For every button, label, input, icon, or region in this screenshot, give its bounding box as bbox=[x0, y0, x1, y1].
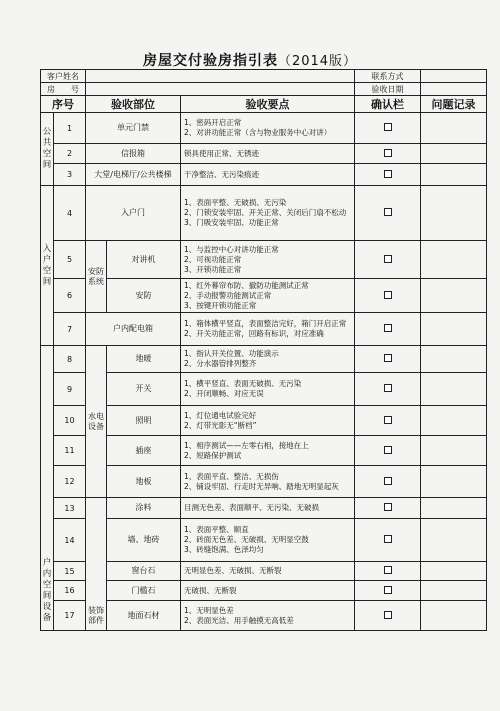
point-line: 1、灯位通电试验完好 bbox=[184, 410, 257, 420]
point-line: 2、表面光洁、用手触摸无高低差 bbox=[184, 615, 294, 625]
header-issues: 问题记录 bbox=[421, 96, 487, 113]
confirm-checkbox-cell bbox=[355, 581, 421, 601]
table-row bbox=[41, 436, 487, 466]
issue-record-field[interactable] bbox=[421, 113, 487, 144]
issue-record-field[interactable] bbox=[421, 581, 487, 601]
confirm-checkbox-cell bbox=[355, 466, 421, 498]
confirm-checkbox-cell bbox=[355, 113, 421, 144]
row-number: 5 bbox=[54, 241, 86, 279]
confirm-checkbox-cell bbox=[355, 373, 421, 406]
row-number: 11 bbox=[54, 436, 86, 466]
table-row bbox=[41, 346, 487, 373]
row-points bbox=[181, 241, 355, 279]
row-number: 12 bbox=[54, 466, 86, 498]
row-part: 单元门禁 bbox=[86, 113, 181, 144]
header-points: 验收要点 bbox=[181, 96, 355, 113]
row-number: 6 bbox=[54, 279, 86, 313]
subsection-security-label: 安防系统 bbox=[88, 266, 104, 286]
row-part: 大堂/电梯厅/公共楼梯 bbox=[86, 164, 181, 186]
point-line: 3、开锁功能正常 bbox=[184, 264, 242, 274]
confirm-checkbox[interactable] bbox=[384, 586, 392, 594]
confirm-checkbox[interactable] bbox=[384, 535, 392, 543]
issue-record-field[interactable] bbox=[421, 186, 487, 241]
point-line: 1、密码开启正常 bbox=[184, 118, 242, 127]
section-public bbox=[41, 113, 54, 186]
confirm-checkbox-cell bbox=[355, 498, 421, 519]
point-line: 无破损、无断裂 bbox=[184, 585, 237, 595]
confirm-checkbox[interactable] bbox=[384, 255, 392, 263]
row-part: 涂料 bbox=[107, 498, 181, 519]
point-line: 2、门锁安装牢固、开关正常、关闭后门扇不松动 bbox=[184, 208, 347, 217]
row-points bbox=[181, 144, 355, 164]
row-number: 9 bbox=[54, 373, 86, 406]
subsection-decoration-label: 装饰部件 bbox=[88, 606, 104, 625]
point-line: 2、分水器管排列整齐 bbox=[184, 359, 257, 368]
row-part: 入户门 bbox=[86, 186, 181, 241]
row-part: 墙、地砖 bbox=[107, 519, 181, 562]
point-line: 1、红外幕帘布防、撤防功能测试正常 bbox=[184, 280, 309, 290]
customer-name-field[interactable] bbox=[86, 70, 355, 83]
issue-record-field[interactable] bbox=[421, 346, 487, 373]
row-points bbox=[181, 436, 355, 466]
confirm-checkbox[interactable] bbox=[384, 446, 392, 454]
issue-record-field[interactable] bbox=[421, 406, 487, 436]
point-line: 1、横平竖直、表面无破损、无污染 bbox=[184, 379, 302, 388]
section-public-label: 公共空间 bbox=[42, 127, 52, 170]
table-row bbox=[41, 313, 487, 346]
customer-name-label: 客户姓名 bbox=[41, 70, 86, 83]
table-row bbox=[41, 466, 487, 498]
table-row bbox=[41, 279, 487, 313]
row-part: 户内配电箱 bbox=[86, 313, 181, 346]
row-number: 14 bbox=[54, 519, 86, 562]
point-line: 1、表面平整、顺直 bbox=[184, 525, 249, 534]
point-line: 1、相序测试——左零右相，接地在上 bbox=[184, 440, 309, 450]
section-entrance bbox=[41, 186, 54, 346]
issue-record-field[interactable] bbox=[421, 466, 487, 498]
subsection-security bbox=[86, 241, 107, 313]
point-line: 1、无明显色差 bbox=[184, 605, 234, 615]
table-row bbox=[41, 562, 487, 581]
table-row bbox=[41, 164, 487, 186]
row-part: 照明 bbox=[107, 406, 181, 436]
subsection-decoration bbox=[86, 498, 107, 631]
inspection-table bbox=[40, 69, 487, 631]
point-line: 2、开闭顺畅、对应无误 bbox=[184, 389, 264, 398]
row-points bbox=[181, 186, 355, 241]
row-points bbox=[181, 601, 355, 631]
row-points bbox=[181, 313, 355, 346]
issue-record-field[interactable] bbox=[421, 313, 487, 346]
point-line: 1、箱体横平竖直，表面整洁完好，箱门开启正常 bbox=[184, 319, 347, 328]
confirm-checkbox[interactable] bbox=[384, 566, 392, 574]
issue-record-field[interactable] bbox=[421, 144, 487, 164]
row-part: 地板 bbox=[107, 466, 181, 498]
point-line: 2、灯带光影无“断档” bbox=[184, 420, 257, 430]
table-row bbox=[41, 519, 487, 562]
row-part: 插座 bbox=[107, 436, 181, 466]
table-row bbox=[41, 601, 487, 631]
confirm-checkbox[interactable] bbox=[384, 123, 392, 131]
confirm-checkbox-cell bbox=[355, 562, 421, 581]
contact-field[interactable] bbox=[421, 70, 487, 83]
date-field[interactable] bbox=[421, 83, 487, 96]
row-part: 门槛石 bbox=[107, 581, 181, 601]
confirm-checkbox[interactable] bbox=[384, 384, 392, 392]
point-line: 2、短路保护测试 bbox=[184, 450, 242, 460]
row-points bbox=[181, 519, 355, 562]
issue-record-field[interactable] bbox=[421, 436, 487, 466]
section-indoor-label: 户内空间设备 bbox=[42, 558, 52, 623]
row-number: 4 bbox=[54, 186, 86, 241]
subsection-water-electric-label: 水电设备 bbox=[88, 411, 104, 431]
point-line: 1、表面平直、整洁、无损伤 bbox=[184, 471, 279, 481]
confirm-checkbox[interactable] bbox=[384, 477, 392, 485]
header-no: 序号 bbox=[41, 96, 86, 113]
row-number: 7 bbox=[54, 313, 86, 346]
table-row bbox=[41, 373, 487, 406]
point-line: 2、手动报警功能测试正常 bbox=[184, 290, 272, 300]
row-number: 10 bbox=[54, 406, 86, 436]
confirm-checkbox[interactable] bbox=[384, 170, 392, 178]
point-line: 无明显色差、无破损、无断裂 bbox=[184, 566, 282, 575]
row-number: 2 bbox=[54, 144, 86, 164]
title-text: 房屋交付验房指引表 bbox=[142, 53, 278, 69]
issue-record-field[interactable] bbox=[421, 241, 487, 279]
point-line: 3、砖缝饱满、色泽均匀 bbox=[184, 545, 264, 554]
point-line: 锁具使用正常、无锈迹 bbox=[184, 148, 259, 158]
table-row bbox=[41, 186, 487, 241]
row-part: 地暖 bbox=[107, 346, 181, 373]
row-number: 17 bbox=[54, 601, 86, 631]
point-line: 1、表面平整、无破损、无污染 bbox=[184, 198, 287, 207]
confirm-checkbox-cell bbox=[355, 313, 421, 346]
table-row bbox=[41, 406, 487, 436]
row-points bbox=[181, 498, 355, 519]
confirm-checkbox-cell bbox=[355, 601, 421, 631]
confirm-checkbox-cell bbox=[355, 406, 421, 436]
room-no-label: 房 号 bbox=[41, 83, 86, 96]
confirm-checkbox[interactable] bbox=[384, 291, 392, 299]
confirm-checkbox-cell bbox=[355, 241, 421, 279]
section-indoor bbox=[41, 346, 54, 631]
row-points bbox=[181, 113, 355, 144]
row-number: 15 bbox=[54, 562, 86, 581]
info-row-name bbox=[41, 70, 487, 83]
issue-record-field[interactable] bbox=[421, 498, 487, 519]
row-points bbox=[181, 346, 355, 373]
info-row-room bbox=[41, 83, 487, 96]
row-part: 窗台石 bbox=[107, 562, 181, 581]
subsection-water-electric bbox=[86, 346, 107, 498]
title-version: （2014版） bbox=[277, 54, 358, 69]
confirm-checkbox-cell bbox=[355, 186, 421, 241]
row-points bbox=[181, 466, 355, 498]
row-points bbox=[181, 279, 355, 313]
confirm-checkbox[interactable] bbox=[384, 611, 392, 619]
point-line: 3、门吸安装牢固、功能正常 bbox=[184, 218, 279, 227]
row-number: 16 bbox=[54, 581, 86, 601]
page-title bbox=[0, 50, 500, 70]
row-part: 安防 bbox=[107, 279, 181, 313]
confirm-checkbox[interactable] bbox=[384, 503, 392, 511]
row-number: 3 bbox=[54, 164, 86, 186]
row-number: 13 bbox=[54, 498, 86, 519]
contact-label: 联系方式 bbox=[355, 70, 421, 83]
confirm-checkbox[interactable] bbox=[384, 149, 392, 157]
issue-record-field[interactable] bbox=[421, 519, 487, 562]
table-row bbox=[41, 581, 487, 601]
confirm-checkbox-cell bbox=[355, 279, 421, 313]
row-points bbox=[181, 164, 355, 186]
row-number: 1 bbox=[54, 113, 86, 144]
point-line: 3、按键开锁功能正常 bbox=[184, 300, 257, 310]
confirm-checkbox[interactable] bbox=[384, 324, 392, 332]
point-line: 2、开关功能正常，回路有标识，对应准确 bbox=[184, 329, 324, 338]
row-part: 对讲机 bbox=[107, 241, 181, 279]
point-line: 2、砖面无色差、无破损、无明显空鼓 bbox=[184, 535, 309, 544]
date-label: 验收日期 bbox=[355, 83, 421, 96]
point-line: 干净整洁、无污染痕迹 bbox=[184, 169, 259, 179]
confirm-checkbox-cell bbox=[355, 346, 421, 373]
point-line: 2、可视功能正常 bbox=[184, 254, 242, 264]
table-row bbox=[41, 241, 487, 279]
issue-record-field[interactable] bbox=[421, 601, 487, 631]
table-row bbox=[41, 113, 487, 144]
confirm-checkbox[interactable] bbox=[384, 354, 392, 362]
issue-record-field[interactable] bbox=[421, 279, 487, 313]
confirm-checkbox-cell bbox=[355, 144, 421, 164]
confirm-checkbox-cell bbox=[355, 164, 421, 186]
confirm-checkbox-cell bbox=[355, 519, 421, 562]
header-confirm: 确认栏 bbox=[355, 96, 421, 113]
point-line: 1、指认开关位置、功能演示 bbox=[184, 349, 279, 358]
row-part: 信报箱 bbox=[86, 144, 181, 164]
point-line: 目测无色差、表面顺平、无污染、无破损 bbox=[184, 503, 319, 512]
row-points bbox=[181, 373, 355, 406]
row-part: 地面石材 bbox=[107, 601, 181, 631]
issue-record-field[interactable] bbox=[421, 373, 487, 406]
point-line: 2、铺设牢固、行走时无异响、踏地无明显起灰 bbox=[184, 481, 339, 491]
table-row bbox=[41, 498, 487, 519]
header-row bbox=[41, 96, 487, 113]
row-number: 8 bbox=[54, 346, 86, 373]
confirm-checkbox[interactable] bbox=[384, 416, 392, 424]
point-line: 2、对讲功能正常（含与物业服务中心对讲） bbox=[184, 128, 332, 137]
row-points bbox=[181, 581, 355, 601]
issue-record-field[interactable] bbox=[421, 164, 487, 186]
row-points bbox=[181, 562, 355, 581]
header-part: 验收部位 bbox=[86, 96, 181, 113]
section-entrance-label: 入户空间 bbox=[42, 243, 52, 287]
row-part: 开关 bbox=[107, 373, 181, 406]
confirm-checkbox[interactable] bbox=[384, 208, 392, 216]
confirm-checkbox-cell bbox=[355, 436, 421, 466]
point-line: 1、与监控中心对讲功能正常 bbox=[184, 244, 279, 254]
issue-record-field[interactable] bbox=[421, 562, 487, 581]
room-no-field[interactable] bbox=[86, 83, 355, 96]
row-points bbox=[181, 406, 355, 436]
table-row bbox=[41, 144, 487, 164]
